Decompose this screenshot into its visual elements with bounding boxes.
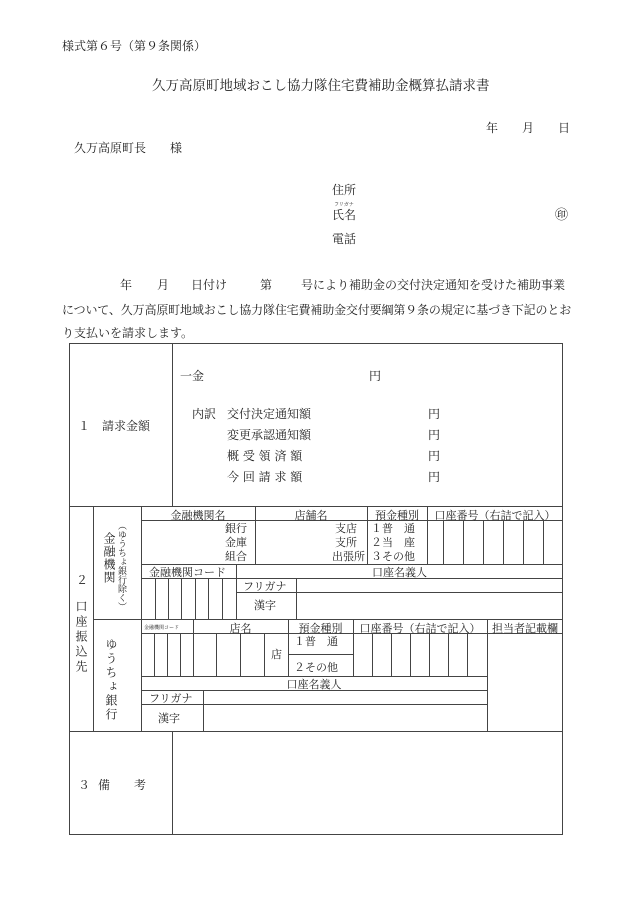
addressee-honorific: 様	[170, 141, 183, 155]
phone-label: 電話	[332, 232, 357, 246]
body-no-prefix: 第	[260, 278, 273, 292]
body-line1: 号により補助金の交付決定通知を受けた補助事業	[301, 278, 566, 292]
section1-label: １ 請求金額	[78, 419, 151, 433]
body-line3: り支払いを請求します。	[62, 326, 194, 340]
col-deposit-type: 預金種別	[375, 509, 419, 522]
body-year: 年	[120, 278, 133, 292]
form-table	[69, 343, 563, 835]
section2-number: ２	[76, 573, 89, 587]
deposit-type-option: ３その他	[371, 550, 415, 563]
col-account-number: 口座番号（右詰で記入）	[434, 509, 556, 522]
branch-type-option: 出張所	[332, 550, 365, 563]
col-institution-name: 金融機関名	[170, 509, 226, 522]
yucho-furigana-label: フリガナ	[149, 692, 193, 705]
breakdown-item-label: 変更承認通知額	[227, 428, 312, 442]
holder-furigana-label: フリガナ	[243, 580, 287, 593]
breakdown-item-label: 交付決定通知額	[227, 407, 312, 421]
bank-side-label: 金融機関	[102, 532, 116, 584]
breakdown-item-unit: 円	[428, 449, 441, 463]
breakdown-item-unit: 円	[428, 407, 441, 421]
yucho-kanji-label: 漢字	[158, 712, 180, 725]
bank-side-sub: （ゆうちょ銀行除く）	[116, 521, 126, 611]
col-account-holder: 口座名義人	[372, 566, 427, 579]
date-year-label: 年	[486, 121, 499, 135]
section3-number: ３	[78, 778, 91, 792]
breakdown-item-label: 今 回 請 求 額	[227, 470, 303, 484]
yucho-col-code: 金融機関コード	[144, 625, 180, 631]
page-title: 久万高原町地域おこし協力隊住宅費補助金概算払請求書	[152, 78, 490, 94]
address-label: 住所	[332, 183, 357, 197]
name-label: 氏名	[332, 208, 357, 222]
yucho-store-suffix: 店	[271, 648, 282, 661]
branch-type-option: 支所	[335, 536, 357, 549]
breakdown-item-unit: 円	[428, 428, 441, 442]
deposit-type-option: ２当 座	[371, 536, 415, 549]
date-month-label: 月	[522, 121, 535, 135]
col-institution-code: 金融機関コード	[149, 566, 226, 579]
yucho-col-account: 口座番号（右詰で記入）	[359, 622, 481, 635]
furigana-ruby: フリガナ	[334, 202, 354, 208]
breakdown-item-label: 概 受 領 済 額	[227, 449, 303, 463]
section3-label: 備 考	[98, 778, 147, 792]
yucho-deposit-option: ２その他	[294, 661, 338, 674]
body-month: 月	[157, 278, 170, 292]
yucho-side-label: ゆうちょ銀行	[104, 638, 118, 722]
body-line2: について、久万高原町地域おこし協力隊住宅費補助金交付要綱第９条の規定に基づき下記のとお	[62, 303, 572, 317]
yucho-col-deposit: 預金種別	[298, 622, 343, 635]
inst-type-option: 銀行	[225, 522, 247, 535]
yucho-col-store: 店名	[229, 622, 252, 635]
holder-kanji-label: 漢字	[254, 599, 276, 612]
branch-type-option: 支店	[335, 522, 357, 535]
seal-mark: ㊞	[555, 208, 569, 223]
total-yen-unit: 円	[369, 369, 382, 383]
date-day-label: 日	[558, 121, 571, 135]
addressee: 久万高原町長	[74, 141, 147, 155]
form-number-label: 様式第６号（第９条関係）	[62, 39, 207, 53]
deposit-type-option: １普 通	[371, 522, 415, 535]
yucho-deposit-option: １普 通	[294, 635, 338, 648]
staff-entry-column: 担当者記載欄	[492, 622, 558, 635]
body-day-ref: 日付け	[191, 278, 228, 292]
section2-label: 口座振込先	[74, 600, 88, 675]
breakdown-item-unit: 円	[428, 470, 441, 484]
inst-type-option: 組合	[225, 550, 247, 563]
breakdown-label: 内訳	[192, 407, 217, 421]
inst-type-option: 金庫	[225, 536, 247, 549]
ichikin-label: 一金	[180, 369, 205, 383]
yucho-col-holder: 口座名義人	[286, 678, 342, 691]
col-branch-name: 店舗名	[294, 509, 328, 522]
